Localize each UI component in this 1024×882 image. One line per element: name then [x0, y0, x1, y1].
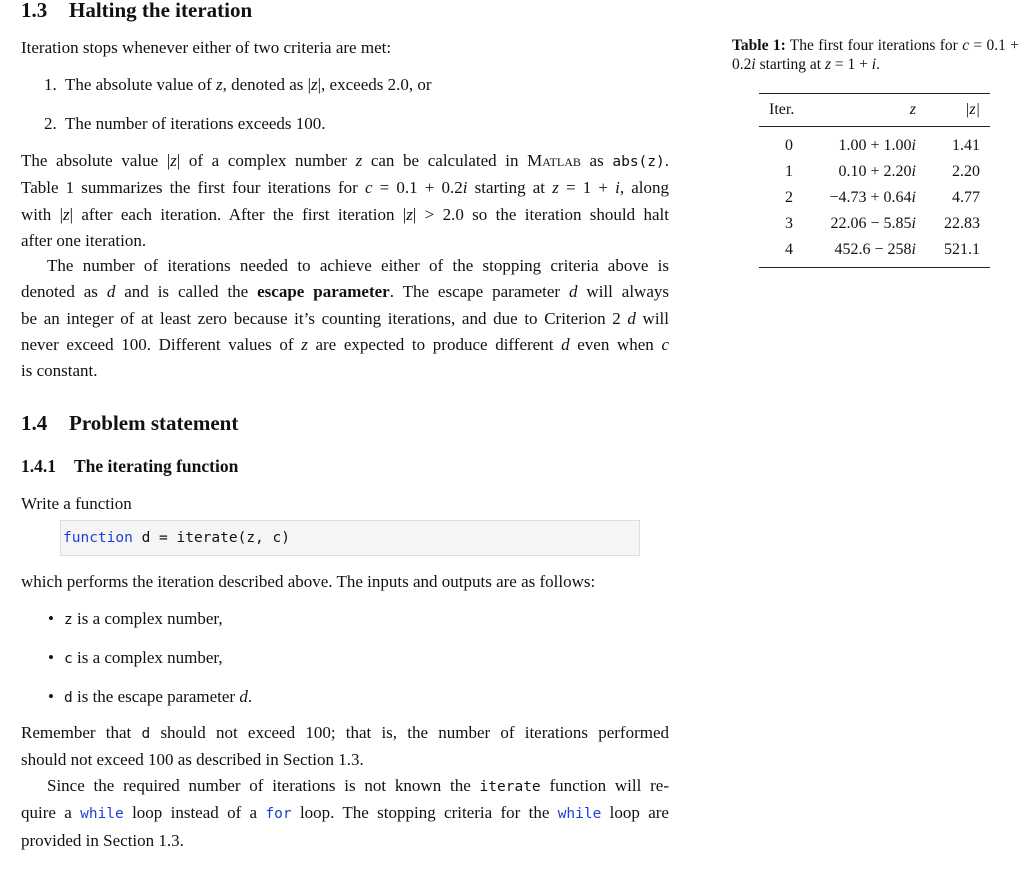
table-row: [759, 159, 990, 185]
io-description: which performs the iteration described above. The inputs and outputs are as follows:: [21, 572, 596, 591]
para1-line1: The absolute value |z| of a complex number z can be calculated in Matlab as abs(z).: [21, 151, 669, 170]
code-block: [60, 520, 640, 556]
para2-line2: denoted as d and is called the escape parameter. The escape parameter d will always: [21, 282, 669, 302]
bullet-item-z: z is a complex number,: [64, 609, 223, 628]
cell-iter: 2: [785, 189, 793, 206]
para2-line4: never exceed 100. Different values of z are expected to produce different d even when c: [21, 334, 669, 354]
since-line3: provided in Section 1.3.: [21, 830, 184, 850]
intro-text: Iteration stops whenever either of two criteria are met:: [21, 38, 392, 57]
paragraph-abs-value: [21, 148, 669, 254]
cell-z: 452.6 − 258i: [819, 237, 930, 268]
table-header-row: [759, 94, 990, 127]
cell-abs: 22.83: [944, 215, 980, 232]
cell-abs: 521.1: [930, 237, 990, 268]
cell-iter: 3: [785, 215, 793, 232]
para1-line2: Table 1 summarizes the first four iterations for c = 0.1 + 0.2i starting at z = 1 + i, along: [21, 178, 669, 198]
bullet-icon: •: [48, 648, 54, 667]
para1-line3: with |z| after each iteration. After the first iteration |z| > 2.0 so the iteration should halt: [21, 204, 669, 224]
table-row: [759, 185, 990, 211]
header-abs-z: |z|: [930, 94, 990, 127]
bullet-icon: •: [48, 687, 54, 706]
write-function-text: Write a function: [21, 494, 132, 513]
header-iter: Iter.: [759, 94, 819, 127]
cell-iter: 0: [785, 137, 793, 154]
remember-line2: should not exceed 100 as described in Section 1.3.: [21, 750, 364, 770]
table-row: [759, 237, 990, 268]
cell-z: 22.06 − 5.85i: [830, 215, 916, 232]
section-heading-1-3: 1.3 Halting the iteration: [21, 0, 253, 22]
criterion-1: 1. The absolute value of z, denoted as |z|, exceeds 2.0, or: [44, 75, 432, 94]
cell-abs: 2.20: [952, 163, 980, 180]
table-row: [759, 127, 990, 160]
subsection-heading-1-4-1: 1.4.1 The iterating function: [21, 456, 239, 476]
paragraph-escape-parameter: [21, 253, 669, 384]
cell-iter: 4: [759, 237, 819, 268]
cell-z: 1.00 + 1.00i: [838, 137, 916, 154]
cell-iter: 1: [785, 163, 793, 180]
paragraph-remember: [21, 720, 669, 774]
code-line: function d = iterate(z, c): [63, 530, 290, 546]
section-heading-1-4: 1.4 Problem statement: [21, 411, 239, 435]
bullet-icon: •: [48, 609, 54, 628]
bullet-item-d: d is the escape parameter d.: [64, 687, 253, 706]
para2-line3: be an integer of at least zero because it’s counting iterations, and due to Criterion 2 d will: [21, 308, 669, 328]
since-line1: Since the required number of iterations is not known the iterate function will re-: [47, 776, 669, 795]
table-caption: Table 1: The first four iterations for c = 0.1 + 0.2i starting at z = 1 + i.: [732, 37, 1019, 73]
para2-line5: is constant.: [21, 361, 98, 381]
criterion-2: 2. The number of iterations exceeds 100.: [44, 114, 326, 133]
iterations-table: [759, 93, 990, 268]
cell-z: 0.10 + 2.20i: [838, 163, 916, 180]
bullet-item-c: c is a complex number,: [64, 648, 223, 667]
cell-abs: 1.41: [952, 137, 980, 154]
paragraph-since: [21, 773, 669, 854]
remember-line1: Remember that d should not exceed 100; that is, the number of iterations performed: [21, 723, 669, 742]
cell-z: −4.73 + 0.64i: [829, 189, 916, 206]
table-row: [759, 211, 990, 237]
para2-line1: The number of iterations needed to achieve either of the stopping criteria above is: [47, 256, 669, 275]
cell-abs: 4.77: [952, 189, 980, 206]
header-z: z: [819, 94, 930, 127]
para1-line4: after one iteration.: [21, 230, 147, 250]
since-line2: quire a while loop instead of a for loop. The stopping criteria for the while loop are: [21, 803, 669, 823]
